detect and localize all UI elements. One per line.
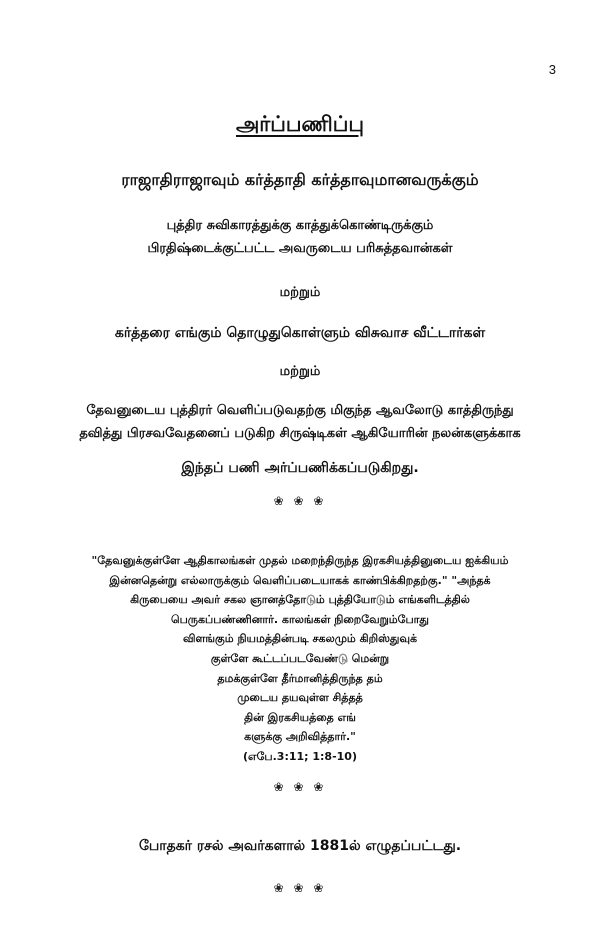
quote-line: "தேவனுக்குள்ளே ஆதிகாலங்கள் முதல் மறைந்திருந்த இரகசியத்தினுடைய ஐக்கியம் [91,554,509,567]
page-number: 3 [548,62,556,77]
and-connector-1: மற்றும் [279,285,321,300]
dedication-saints-line-2: பிரதிஷ்டைக்குட்பட்ட அவருடைய பரிசுத்தவான்கள் [147,241,453,256]
dedication-creation-line-1: தேவனுடைய புத்திரர் வெளிப்படுவதற்கு மிகுந்த ஆவலோடு காத்திருந்து [86,403,514,418]
dedication-creation [0,399,600,445]
quote-line: முடைய தயவுள்ள சித்தத் [237,691,363,705]
dedication-statement: இந்தப் பணி அர்ப்பணிக்கப்படுகிறது. [181,460,419,476]
quote-line: தின் இரகசியத்தை எங் [244,710,356,724]
quote-line: குள்ளே கூட்டப்படவேண்டு மென்று [210,651,390,665]
quote-line: இன்னதென்று எல்லாருக்கும் வெளிப்படையாகக் காண்பிக்கிறதற்கு." "அந்தக் [109,573,491,587]
quote-line: கிருபையை அவர் சகல ஞானத்தோடும் புத்தியோடும் எங்களிடத்தில் [130,593,470,607]
ornament-divider: ❀ ❀ ❀ [273,494,327,508]
and-connector-2: மற்றும் [279,364,321,379]
dedication-saints [0,214,600,260]
ornament-divider: ❀ ❀ ❀ [273,780,327,794]
scripture-quote [0,551,600,767]
quote-line: தமக்குள்ளே தீர்மானித்திருந்த தம் [217,671,383,685]
dedication-creation-line-2: தவித்து பிரசவவேதனைப் படுகிற சிருஷ்டிகள் ஆகியோரின் நலன்களுக்காக [79,426,521,441]
quote-line: பெருகப்பண்ணினார். காலங்கள் நிறைவேறும்போது [171,612,429,626]
dedication-household: கர்த்தரை எங்கும் தொழுதுகொள்ளும் விசுவாச வீட்டார்கள் [114,325,486,341]
dedication-saints-line-1: புத்திர சுவிகாரத்துக்கு காத்துக்கொண்டிருக்கும் [166,218,434,233]
page-title: அர்ப்பணிப்பு [235,112,365,136]
quote-line: களுக்கு அறிவித்தார்." [244,730,356,744]
ornament-divider: ❀ ❀ ❀ [273,881,327,895]
quote-line: விளங்கும் நியமத்தின்படி சகலமும் கிறிஸ்துவுக் [182,632,418,646]
authorship-note: போதகர் ரசல் அவர்களால் 1881ல் எழுதப்பட்டது. [138,838,462,854]
scripture-reference: (எபே.3:11; 1:8-10) [243,749,357,763]
subtitle: ராஜாதிராஜாவும் கர்த்தாதி கர்த்தாவுமானவருக்கும் [121,170,479,189]
